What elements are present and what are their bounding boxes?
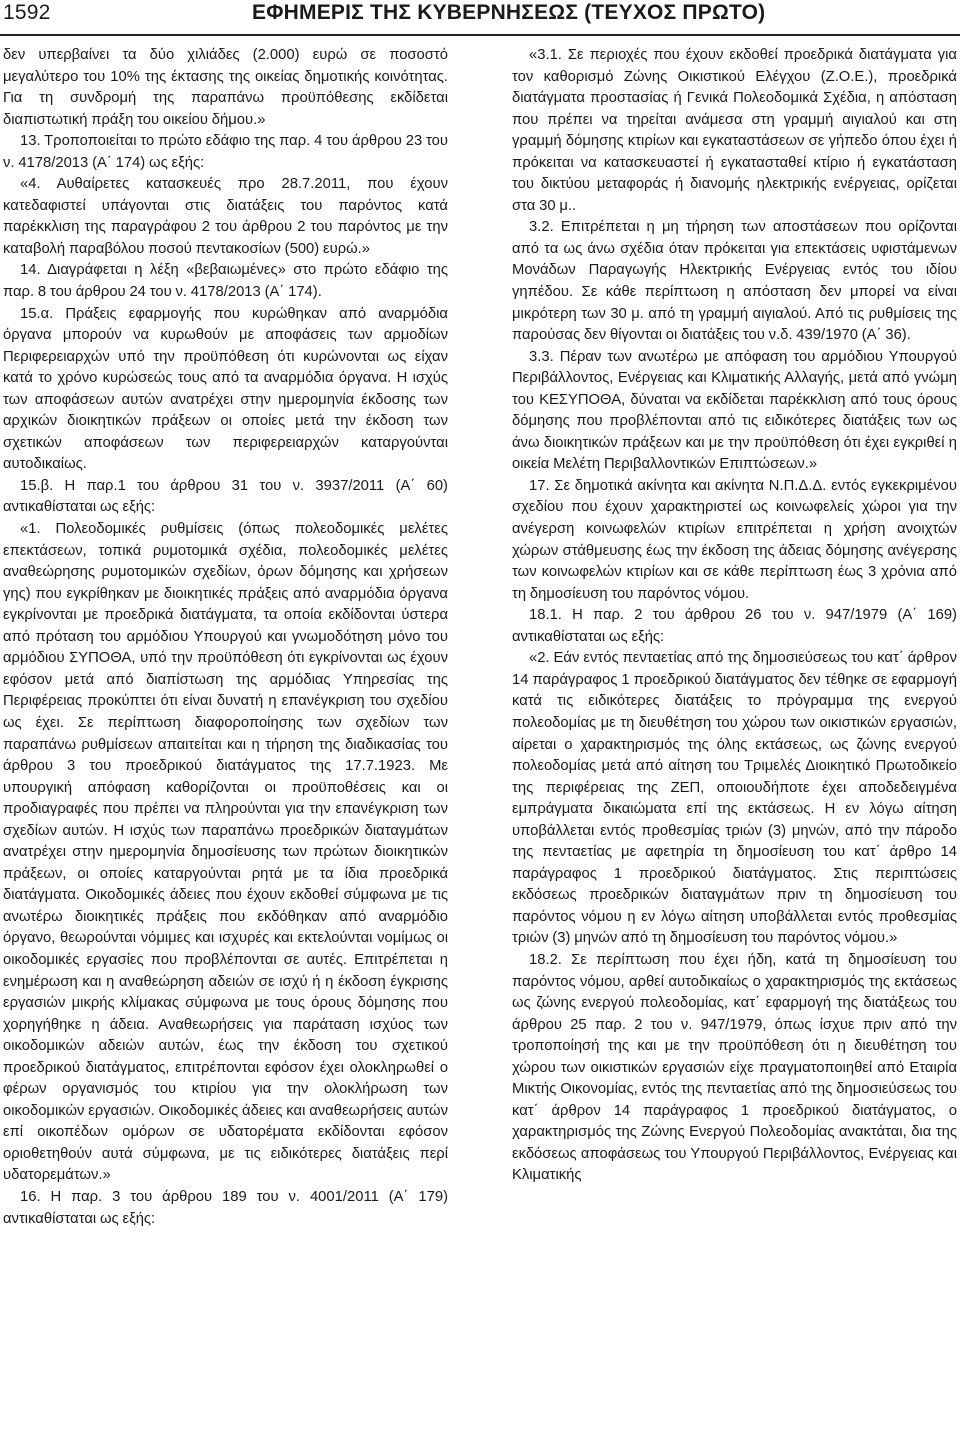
paragraph: 13. Τροποποιείται το πρώτο εδάφιο της παρ. 4 του άρθρου 23 του ν. 4178/2013 (Α΄ 174) ως εξής: xyxy=(3,133,448,171)
paragraph: 3.3. Πέραν των ανωτέρω με απόφαση του αρμόδιου Υπουργού Περιβάλλοντος, Ενέργειας και Κλιματικής Αλλαγής, μετά από γνώμη του ΚΕΣΥΠΟΘΑ, δύναται να εκδίδεται παρέκκλιση από τους όρους δόμησης που προβλέπονται από τις ειδικότερες διατάξεις των ως άνω διοικητικών πράξεων και με την προϋπόθεση ότι έχει εγκριθεί η οικεία Μελέτη Περιβαλλοντικών Επιπτώσεων.» xyxy=(512,348,957,473)
paragraph: «4. Αυθαίρετες κατασκευές προ 28.7.2011, που έχουν κατεδαφιστεί υπάγονται στις διατάξεις του παρόντος κατά παρέκκλιση της παραγράφου 2 του άρθρου 2 του παρόντος με την καταβολή παραβόλου ποσού πεντακοσίων (500) ευρώ.» xyxy=(3,176,448,257)
page-number: 1592 xyxy=(3,1,51,24)
paragraph: 14. Διαγράφεται η λέξη «βεβαιωμένες» στο πρώτο εδάφιο της παρ. 8 του άρθρου 24 του ν. 4178/2013 (Α΄ 174). xyxy=(3,262,448,301)
paragraph: 15.β. Η παρ.1 του άρθρου 31 του ν. 3937/2011 (Α΄ 60) αντικαθίσταται ως εξής: xyxy=(3,477,448,516)
paragraph: 3.2. Επιτρέπεται η μη τήρηση των αποστάσεων που ορίζονται από τα ως άνω σχέδια όταν πρόκειται για επεκτάσεις υφιστάμενων Μονάδων Παραγωγής Ηλεκτρικής Ενέργειας εντός του ιδίου γηπέδου. Σε κάθε περίπτωση η απόσταση δεν μπορεί να είναι μικρότερη των 30 μ. από τη γραμμή αιγιαλού. Από τις ρυθμίσεις της παρούσας δεν θίγονται οι διατάξεις του ν.δ. 439/1970 (Α΄ 36). xyxy=(512,219,957,344)
right-column xyxy=(512,45,957,1187)
paragraph: «3.1. Σε περιοχές που έχουν εκδοθεί προεδρικά διατάγματα για τον καθορισμό Ζώνης Οικιστικού Ελέγχου (Ζ.Ο.Ε.), προεδρικά διατάγματα προστασίας ή Γενικά Πολεοδομικά Σχέδια, η απόσταση που πρέπει να τηρείται ανάμεσα στη γραμμή αιγιαλού και στη γραμμή δόμησης κτιρίων και εγκαταστάσεων σε γήπεδο όπου έχει ή πρόκειται να κατασκευαστεί ή εγκατασταθεί κτίριο ή εγκατάσταση του δικτύου μεταφοράς ή διανομής ηλεκτρικής ενέργειας, ορίζεται στα 30 μ.. xyxy=(512,47,957,214)
paragraph: 18.1. Η παρ. 2 του άρθρου 26 του ν. 947/1979 (Α΄ 169) αντικαθίσταται ως εξής: xyxy=(512,607,957,645)
left-column xyxy=(3,45,448,1230)
paragraph: 16. Η παρ. 3 του άρθρου 189 του ν. 4001/2011 (Α΄ 179) αντικαθίσταται ως εξής: xyxy=(3,1188,448,1227)
page-header xyxy=(0,0,960,34)
header-divider xyxy=(0,34,960,36)
paragraph: δεν υπερβαίνει τα δύο χιλιάδες (2.000) ευρώ σε ποσοστό μεγαλύτερο του 10% της έκτασης της οικείας δημοτικής κοινότητας. Για τη συνδρομή της παραπάνω προϋπόθεσης εκδίδεται διαπιστωτική πράξη του οικείου δήμου.» xyxy=(3,47,448,128)
paragraph: 17. Σε δημοτικά ακίνητα και ακίνητα Ν.Π.Δ.Δ. εντός εγκεκριμένου σχεδίου που έχουν χαρακτηριστεί ως κοινωφελείς χώροι για την ανέγερση κοινωφελών κτιρίων επιτρέπεται η χρήση ανοιχτών χώρων στάθμευσης έως την έκδοση της άδειας δόμησης ανέγερσης των κοινωφελών κτιρίων και σε κάθε περίπτωση έως 3 χρόνια από τη δημοσίευση του παρόντος νόμου. xyxy=(512,477,957,602)
paragraph: «2. Εάν εντός πενταετίας από της δημοσιεύσεως του κατ΄ άρθρον 14 παράγραφος 1 προεδρικού διατάγματος δεν τέθηκε σε εφαρμογή κατά τις ειδικότερες διατάξεις το πρόγραμμα της ενεργού πολεοδομίας με τη διευθέτηση του χώρου των οικιστικών εργασιών, αίρεται ο χαρακτηρισμός της όλης εκτάσεως, ως ζώνης ενεργού πολεοδομίας μετά από αίτηση του Τριμελές Διοικητικό Πρωτοδικείο της περιφέρειας της ΖΕΠ, οποιουδήποτε έχει αποδεδειγμένα εμπράγματα δικαιώματα επί της εκτάσεως. Η εν λόγω αίτηση υποβάλλεται εντός προθεσμίας τριών (3) μηνών, από την πάροδο της πενταετίας με αφετηρία τη δημοσίευση του κατ΄ άρθρο 14 παράγραφος 1 προεδρικού διατάγματος. Στις περιπτώσεις εκδόσεως προεδρικών διαταγμάτων πριν τη δημοσίευση του παρόντος νόμου η εν λόγω αίτηση υποβάλλεται εντός προθεσμίας τριών (3) μηνών από τη δημοσίευση του παρόντος νόμου.» xyxy=(512,650,957,947)
paragraph: 18.2. Σε περίπτωση που έχει ήδη, κατά τη δημοσίευση του παρόντος νόμου, αρθεί αυτοδικαίως ο χαρακτηρισμός της εκτάσεως ως ζώνης ενεργού πολεοδομίας, κατ΄ εφαρμογή της διατάξεως του άρθρου 25 παρ. 2 του ν. 947/1979, όπως ίσχυε πριν από την τροποποίησή της και με την προϋπόθεση ότι η διευθέτηση του χώρου των οικιστικών εργασιών είχε πραγματοποιηθεί από Εταιρία Μικτής Οικονομίας, εντός της πενταετίας από της δημοσιεύσεως του κατ΄ άρθρον 14 παράγραφος 1 προεδρικού διατάγματος, ο χαρακτηρισμός της Ζώνης Ενεργού Πολεοδομίας ανακτάται, δια της εκδόσεως αποφάσεως του Υπουργού Περιβάλλοντος, Ενέργειας και Κλιματικής xyxy=(512,951,957,1184)
paragraph: 15.α. Πράξεις εφαρμογής που κυρώθηκαν από αναρμόδια όργανα μπορούν να κυρωθούν με αποφάσεις των αρμοδίων Περιφερειαρχών υπό την προϋπόθεση ότι κυρώνονται ως είχαν κατά το χρόνο κυρώσεώς τους από τα αναρμόδια όργανα. Η ισχύς των αποφάσεων αυτών ανατρέχει στην ημερομηνία έκδοσης των αρχικών διοικητικών πράξεων οι οποίες μετά την έκδοση των σχετικών αποφάσεων των περιφερειαρχών καταργούνται αυτοδικαίως. xyxy=(3,305,448,473)
journal-title: ΕΦΗΜΕΡΙΣ ΤΗΣ ΚΥΒΕΡΝΗΣΕΩΣ (ΤΕΥΧΟΣ ΠΡΩΤΟ) xyxy=(252,1,766,24)
paragraph: «1. Πολεοδομικές ρυθμίσεις (όπως πολεοδομικές μελέτες επεκτάσεων, τοπικά ρυμοτομικά σχέδια, πολεοδομικές μελέτες αναθεώρησης ρυμοτομικών σχεδίων, όρων δόμησης και χρήσεων γης) που εγκρίθηκαν με διοικητικές πράξεις από αναρμόδια όργανα εγκρίνονται με προεδρικά διατάγματα, τα οποία εκδίδονται ύστερα από πρόταση του αρμόδιου Υπουργού και γνωμοδότηση μόνο του αρμόδιου ΣΥΠΟΘΑ, υπό την προϋπόθεση ότι εγκρίνονται ως έχουν εφόσον μετά από διαπίστωση της αρμόδιας Υπηρεσίας της Περιφέρειας προκύπτει ότι είναι δυνατή η επανέγκριση του σχεδίου ως έχει. Σε περίπτωση διαφοροποίησης των σχεδίων των παραπάνω ρυθμίσεων απαιτείται και η τήρηση της διαδικασίας του άρθρου 3 του προεδρικού διατάγματος της 17.7.1923. Με υπουργική απόφαση καθορίζονται οι προϋποθέσεις και οι προδιαγραφές που πρέπει να πληρούνται για την επανέγκριση των σχεδίων αυτών. Η ισχύς των παραπάνω προεδρικών διαταγμάτων ανατρέχει στην ημερομηνία δημοσίευσης των πρώτων διοικητικών πράξεων, οι οποίες καταργούνται ρητά με τα ίδια προεδρικά διατάγματα. Οικοδομικές άδειες που έχουν εκδοθεί σύμφωνα με τις ανωτέρω διοικητικές πράξεις που εκδόθηκαν από αναρμόδιο όργανο, θεωρούνται νόμιμες και ισχυρές και εκτελούνται νομίμως οι οικοδομικές εργασίες που προβλέπονται σε αυτές. Επιτρέπεται η ενημέρωση και η αναθεώρηση αδειών σε ισχύ ή η έκδοση έγκρισης εργασιών μικρής κλίμακας σύμφωνα με τους όρους δόμησης που χορηγήθηκε η άδεια. Αναθεωρήσεις για παράταση ισχύος των οικοδομικών αδειών αυτών, έως την έκδοση του σχετικού προεδρικού διατάγματος, επιτρέπονται εφόσον έχει ολοκληρωθεί ο φέρων οργανισμός του κτιρίου για την ολοκλήρωση των οικοδομικών εργασιών. Οικοδομικές άδειες και αναθεωρήσεις αυτών επί οικοπέδων ομόρων σε υδατορέματα εκδίδονται εφόσον οριοθετηθούν αυτά σύμφωνα, με τις ειδικότερες διατάξεις περί υδατορεμάτων.» xyxy=(3,521,448,1184)
